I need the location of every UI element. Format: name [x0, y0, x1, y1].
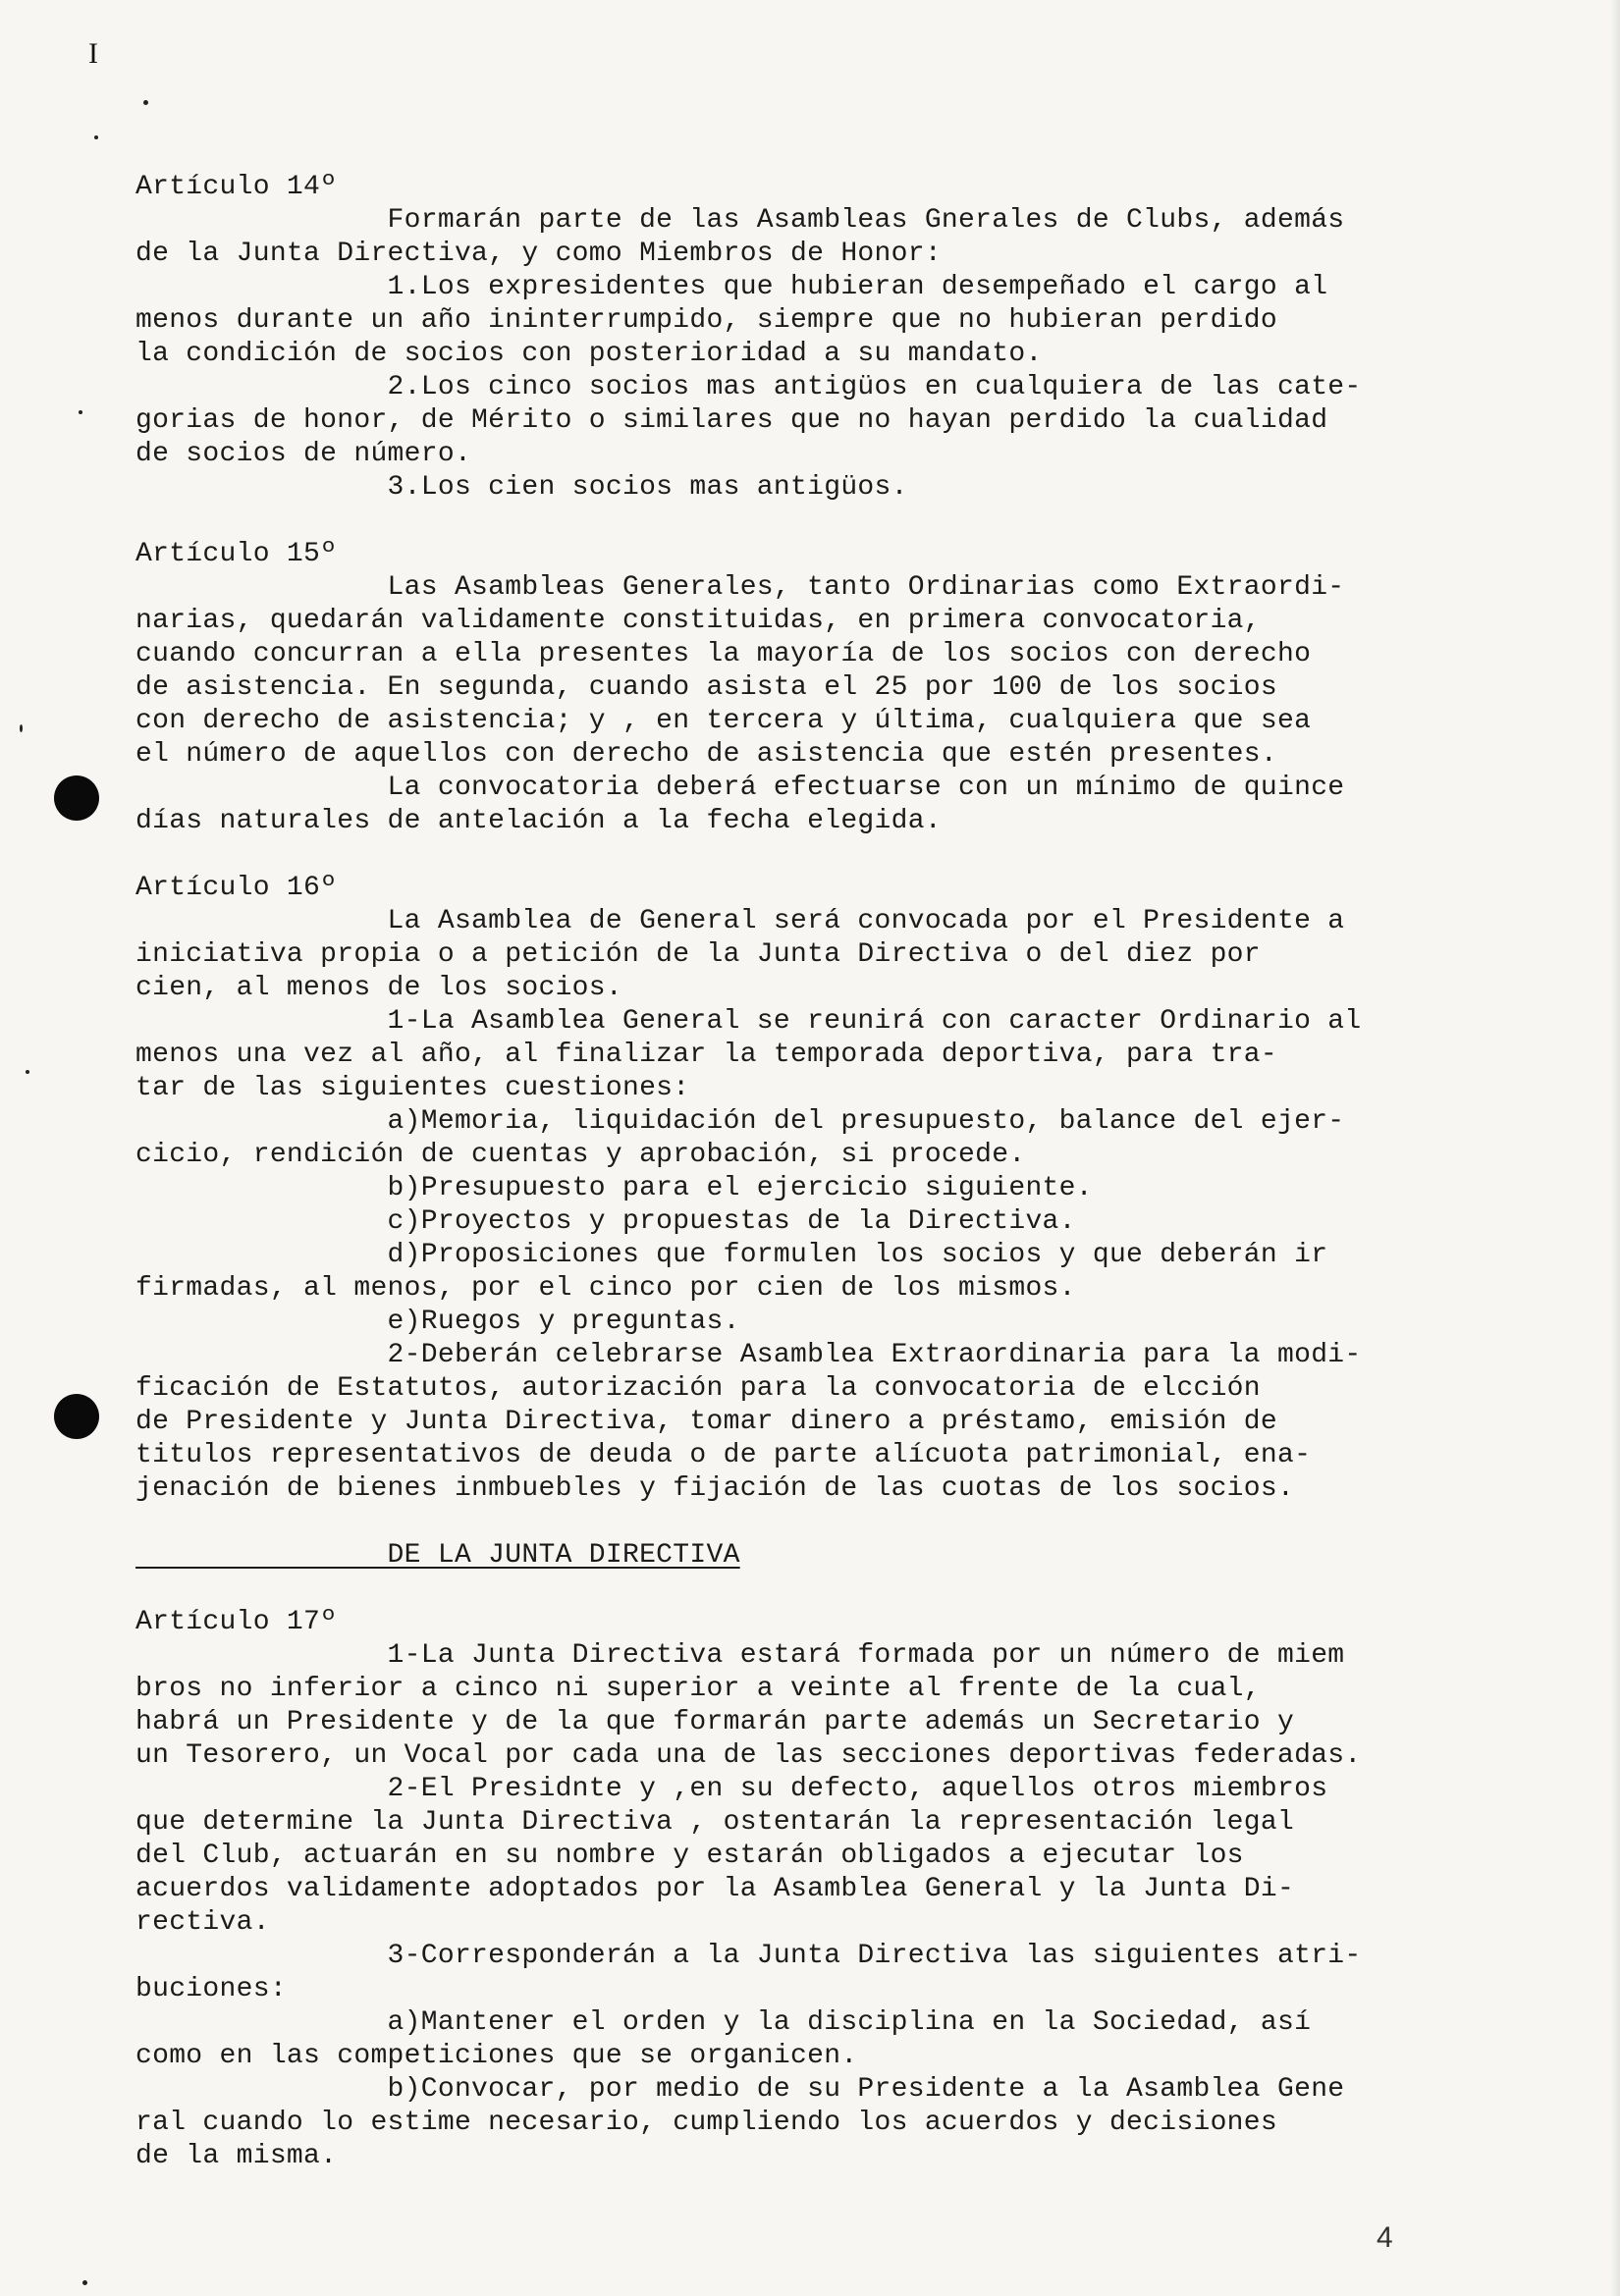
text-line: de socios de número. [135, 439, 472, 469]
text-line: buciones: [135, 1974, 287, 2004]
ink-speck [143, 100, 148, 105]
text-line: La convocatoria deberá efectuarse con un mínimo de quince [135, 773, 1345, 803]
section-heading-junta-directiva: DE LA JUNTA DIRECTIVA [135, 1540, 740, 1571]
punch-hole-top [54, 775, 99, 821]
text-line: firmadas, al menos, por el cinco por cien de los mismos. [135, 1273, 1076, 1304]
text-line: la condición de socios con posterioridad a su mandato. [135, 339, 1043, 369]
ink-speck [79, 410, 82, 414]
text-line: como en las competiciones que se organicen. [135, 2041, 858, 2071]
text-line: con derecho de asistencia; y , en tercera y última, cualquiera que sea [135, 706, 1312, 736]
text-line: titulos representativos de deuda o de parte alícuota patrimonial, ena- [135, 1440, 1312, 1470]
text-line: días naturales de antelación a la fecha elegida. [135, 806, 942, 836]
text-line: menos una vez al año, al finalizar la temporada deportiva, para tra- [135, 1040, 1277, 1070]
text-line: habrá un Presidente y de la que formarán parte además un Secretario y [135, 1707, 1295, 1737]
text-line: La Asamblea de General será convocada por el Presidente a [135, 906, 1345, 936]
text-line: e)Ruegos y preguntas. [135, 1307, 740, 1337]
text-line: b)Convocar, por medio de su Presidente a la Asamblea Gene [135, 2074, 1345, 2105]
punch-hole-bottom [54, 1394, 99, 1439]
text-line: b)Presupuesto para el ejercicio siguiente. [135, 1173, 1093, 1203]
text-line: de asistencia. En segunda, cuando asista el 25 por 100 de los socios [135, 672, 1277, 703]
text-line: rectiva. [135, 1907, 270, 1938]
text-line: 1.Los expresidentes que hubieran desempeñado el cargo al [135, 272, 1328, 302]
page-number: 4 [1377, 2221, 1393, 2254]
ink-speck [82, 2280, 87, 2285]
text-line: 2-Deberán celebrarse Asamblea Extraordinaria para la modi- [135, 1340, 1362, 1370]
text-line: gorias de honor, de Mérito o similares que no hayan perdido la cualidad [135, 405, 1328, 436]
text-line: jenación de bienes inmbuebles y fijación de las cuotas de los socios. [135, 1473, 1295, 1504]
text-line: acuerdos validamente adoptados por la Asamblea General y la Junta Di- [135, 1874, 1295, 1904]
text-line: Formarán parte de las Asambleas Gnerales de Clubs, además [135, 205, 1345, 236]
text-line: de la Junta Directiva, y como Miembros de Honor: [135, 239, 942, 269]
text-line: del Club, actuarán en su nombre y estarán obligados a ejecutar los [135, 1841, 1244, 1871]
text-line: iniciativa propia o a petición de la Junta Directiva o del diez por [135, 939, 1261, 970]
text-line: bros no inferior a cinco ni superior a veinte al frente de la cual, [135, 1674, 1261, 1704]
article-16-heading: Artículo 16º [135, 873, 338, 903]
text-line: el número de aquellos con derecho de asistencia que estén presentes. [135, 739, 1277, 770]
ink-speck [20, 724, 23, 732]
ink-speck [94, 135, 98, 139]
text-line: 1-La Junta Directiva estará formada por un número de miem [135, 1640, 1345, 1671]
article-15-heading: Artículo 15º [135, 539, 338, 569]
text-line: que determine la Junta Directiva , ostentarán la representación legal [135, 1807, 1295, 1838]
text-line: ral cuando lo estime necesario, cumpliendo los acuerdos y decisiones [135, 2108, 1277, 2138]
text-line: cicio, rendición de cuentas y aprobación, si procede. [135, 1140, 1026, 1170]
text-line: de Presidente y Junta Directiva, tomar dinero a préstamo, emisión de [135, 1407, 1277, 1437]
text-line: 2.Los cinco socios mas antigüos en cualquiera de las cate- [135, 372, 1362, 402]
text-line: cien, al menos de los socios. [135, 973, 622, 1003]
corner-mark: I [88, 37, 98, 70]
text-line: menos durante un año ininterrumpido, siempre que no hubieran perdido [135, 305, 1277, 336]
text-line: 1-La Asamblea General se reunirá con caracter Ordinario al [135, 1006, 1362, 1037]
text-line: un Tesorero, un Vocal por cada una de las secciones deportivas federadas. [135, 1740, 1362, 1771]
text-line: 3-Corresponderán a la Junta Directiva las siguientes atri- [135, 1941, 1362, 1971]
article-17-heading: Artículo 17º [135, 1607, 338, 1637]
text-line: tar de las siguientes cuestiones: [135, 1073, 690, 1103]
text-line: cuando concurran a ella presentes la mayoría de los socios con derecho [135, 639, 1312, 669]
article-14-heading: Artículo 14º [135, 172, 338, 202]
text-line: a)Memoria, liquidación del presupuesto, balance del ejer- [135, 1106, 1345, 1137]
text-line: 3.Los cien socios mas antigüos. [135, 472, 908, 503]
text-line: 2-El Presidnte y ,en su defecto, aquellos otros miembros [135, 1774, 1328, 1804]
text-line: de la misma. [135, 2141, 338, 2171]
text-line: ficación de Estatutos, autorización para la convocatoria de elcción [135, 1373, 1261, 1404]
text-line: narias, quedarán validamente constituidas, en primera convocatoria, [135, 606, 1261, 636]
text-line: a)Mantener el orden y la disciplina en la Sociedad, así [135, 2007, 1312, 2038]
text-line: Las Asambleas Generales, tanto Ordinarias como Extraordi- [135, 572, 1345, 603]
page-edge-shadow [1610, 0, 1620, 2296]
text-line: c)Proyectos y propuestas de la Directiva. [135, 1206, 1076, 1237]
ink-speck [26, 1070, 29, 1074]
text-line: d)Proposiciones que formulen los socios y que deberán ir [135, 1240, 1328, 1270]
